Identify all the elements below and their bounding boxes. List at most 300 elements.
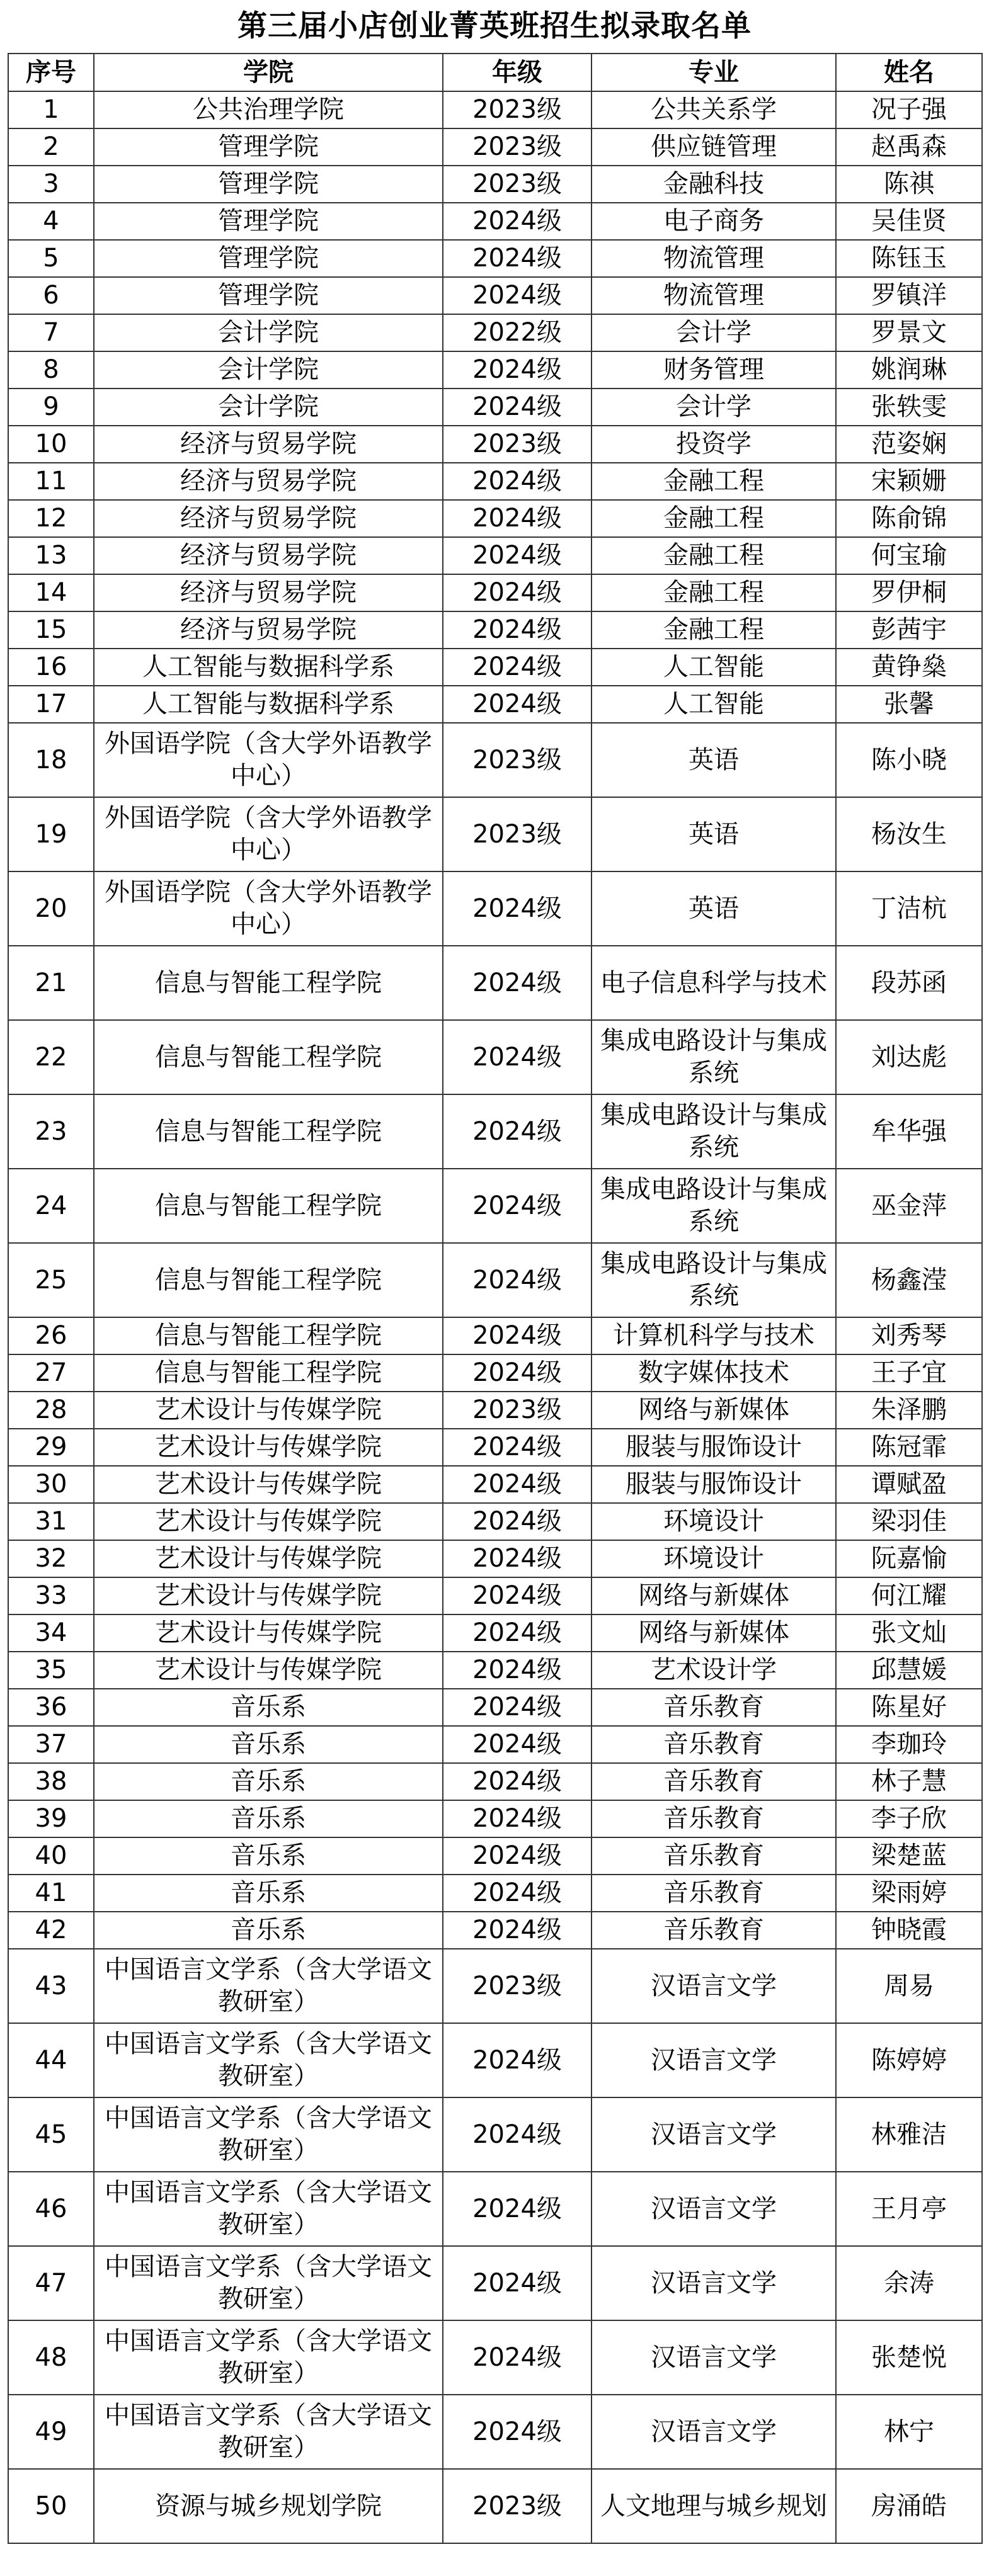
cell-no: 2 — [8, 128, 94, 166]
cell-grade: 2024级 — [443, 203, 592, 240]
cell-major: 汉语言文学 — [592, 2097, 836, 2172]
cell-college: 资源与城乡规划学院 — [94, 2469, 443, 2543]
cell-college: 经济与贸易学院 — [94, 537, 443, 574]
cell-major: 金融工程 — [592, 574, 836, 611]
cell-grade: 2024级 — [443, 537, 592, 574]
cell-grade: 2024级 — [443, 1020, 592, 1094]
cell-name: 刘达彪 — [836, 1020, 982, 1094]
cell-name: 何宝瑜 — [836, 537, 982, 574]
cell-no: 50 — [8, 2469, 94, 2543]
cell-college: 管理学院 — [94, 240, 443, 277]
table-row — [8, 1875, 982, 1912]
cell-grade: 2024级 — [443, 1726, 592, 1763]
cell-major: 人工智能 — [592, 686, 836, 723]
cell-major: 电子信息科学与技术 — [592, 946, 836, 1020]
cell-grade: 2023级 — [443, 1392, 592, 1429]
cell-major: 音乐教育 — [592, 1689, 836, 1726]
table-row — [8, 1317, 982, 1354]
cell-no: 9 — [8, 389, 94, 426]
cell-grade: 2024级 — [443, 871, 592, 946]
cell-college: 会计学院 — [94, 389, 443, 426]
cell-name: 姚润琳 — [836, 351, 982, 389]
cell-major: 环境设计 — [592, 1540, 836, 1577]
table-row — [8, 2395, 982, 2469]
cell-college: 会计学院 — [94, 351, 443, 389]
table-row — [8, 240, 982, 277]
table-row — [8, 537, 982, 574]
cell-name: 房涌皓 — [836, 2469, 982, 2543]
cell-grade: 2024级 — [443, 1429, 592, 1466]
cell-no: 26 — [8, 1317, 94, 1354]
cell-name: 张文灿 — [836, 1614, 982, 1652]
cell-name: 吴佳贤 — [836, 203, 982, 240]
cell-name: 余涛 — [836, 2246, 982, 2320]
cell-no: 41 — [8, 1875, 94, 1912]
cell-major: 汉语言文学 — [592, 2246, 836, 2320]
cell-grade: 2024级 — [443, 574, 592, 611]
cell-no: 17 — [8, 686, 94, 723]
cell-name: 赵禹森 — [836, 128, 982, 166]
cell-major: 金融科技 — [592, 166, 836, 203]
cell-major: 网络与新媒体 — [592, 1614, 836, 1652]
cell-major: 电子商务 — [592, 203, 836, 240]
cell-no: 22 — [8, 1020, 94, 1094]
cell-no: 31 — [8, 1503, 94, 1540]
cell-college: 会计学院 — [94, 314, 443, 351]
cell-name: 钟晓霞 — [836, 1912, 982, 1949]
cell-grade: 2024级 — [443, 2246, 592, 2320]
cell-college: 经济与贸易学院 — [94, 574, 443, 611]
cell-major: 英语 — [592, 871, 836, 946]
cell-name: 林雅洁 — [836, 2097, 982, 2172]
cell-grade: 2024级 — [443, 463, 592, 500]
cell-no: 13 — [8, 537, 94, 574]
cell-college: 音乐系 — [94, 1875, 443, 1912]
cell-grade: 2024级 — [443, 1837, 592, 1875]
cell-name: 彭茜宇 — [836, 611, 982, 649]
cell-no: 21 — [8, 946, 94, 1020]
cell-college: 信息与智能工程学院 — [94, 1243, 443, 1317]
cell-no: 15 — [8, 611, 94, 649]
table-row — [8, 1837, 982, 1875]
cell-college: 人工智能与数据科学系 — [94, 686, 443, 723]
cell-major: 环境设计 — [592, 1503, 836, 1540]
cell-no: 5 — [8, 240, 94, 277]
cell-name: 阮嘉愉 — [836, 1540, 982, 1577]
cell-grade: 2024级 — [443, 240, 592, 277]
table-row — [8, 1726, 982, 1763]
cell-grade: 2024级 — [443, 1689, 592, 1726]
cell-grade: 2023级 — [443, 797, 592, 871]
cell-no: 34 — [8, 1614, 94, 1652]
cell-name: 梁雨婷 — [836, 1875, 982, 1912]
cell-grade: 2024级 — [443, 351, 592, 389]
cell-grade: 2023级 — [443, 1949, 592, 2023]
cell-grade: 2023级 — [443, 91, 592, 128]
cell-no: 37 — [8, 1726, 94, 1763]
table-row — [8, 723, 982, 797]
cell-major: 汉语言文学 — [592, 2320, 836, 2395]
cell-no: 16 — [8, 649, 94, 686]
table-row — [8, 1912, 982, 1949]
cell-college: 经济与贸易学院 — [94, 611, 443, 649]
cell-name: 李珈玲 — [836, 1726, 982, 1763]
cell-no: 30 — [8, 1466, 94, 1503]
cell-grade: 2023级 — [443, 723, 592, 797]
cell-major: 公共关系学 — [592, 91, 836, 128]
table-row — [8, 351, 982, 389]
cell-college: 外国语学院（含大学外语教学中心） — [94, 871, 443, 946]
table-row — [8, 1094, 982, 1169]
cell-grade: 2024级 — [443, 500, 592, 537]
table-row — [8, 1540, 982, 1577]
table-row — [8, 314, 982, 351]
cell-college: 艺术设计与传媒学院 — [94, 1466, 443, 1503]
cell-grade: 2024级 — [443, 277, 592, 314]
cell-college: 信息与智能工程学院 — [94, 1169, 443, 1243]
header-grade: 年级 — [443, 54, 592, 91]
cell-college: 人工智能与数据科学系 — [94, 649, 443, 686]
cell-name: 陈祺 — [836, 166, 982, 203]
cell-major: 计算机科学与技术 — [592, 1317, 836, 1354]
table-row — [8, 1243, 982, 1317]
cell-grade: 2024级 — [443, 1652, 592, 1689]
cell-grade: 2022级 — [443, 314, 592, 351]
table-row — [8, 500, 982, 537]
cell-no: 47 — [8, 2246, 94, 2320]
cell-major: 网络与新媒体 — [592, 1577, 836, 1614]
cell-college: 音乐系 — [94, 1837, 443, 1875]
cell-name: 宋颖姗 — [836, 463, 982, 500]
cell-name: 李子欣 — [836, 1800, 982, 1837]
cell-name: 陈星好 — [836, 1689, 982, 1726]
cell-grade: 2024级 — [443, 1540, 592, 1577]
cell-name: 周易 — [836, 1949, 982, 2023]
table-body — [8, 91, 982, 2543]
cell-college: 艺术设计与传媒学院 — [94, 1652, 443, 1689]
cell-name: 朱泽鹏 — [836, 1392, 982, 1429]
cell-name: 刘秀琴 — [836, 1317, 982, 1354]
cell-name: 段苏函 — [836, 946, 982, 1020]
cell-college: 艺术设计与传媒学院 — [94, 1503, 443, 1540]
table-row — [8, 871, 982, 946]
cell-major: 集成电路设计与集成系统 — [592, 1169, 836, 1243]
cell-name: 张馨 — [836, 686, 982, 723]
header-name: 姓名 — [836, 54, 982, 91]
cell-grade: 2024级 — [443, 1094, 592, 1169]
cell-name: 杨鑫滢 — [836, 1243, 982, 1317]
cell-grade: 2023级 — [443, 166, 592, 203]
cell-no: 29 — [8, 1429, 94, 1466]
cell-no: 7 — [8, 314, 94, 351]
table-row — [8, 946, 982, 1020]
table-header-row — [8, 54, 982, 91]
cell-major: 财务管理 — [592, 351, 836, 389]
cell-name: 梁羽佳 — [836, 1503, 982, 1540]
cell-college: 经济与贸易学院 — [94, 500, 443, 537]
cell-college: 音乐系 — [94, 1689, 443, 1726]
cell-college: 管理学院 — [94, 277, 443, 314]
table-row — [8, 1689, 982, 1726]
cell-no: 24 — [8, 1169, 94, 1243]
cell-college: 中国语言文学系（含大学语文教研室） — [94, 2246, 443, 2320]
cell-major: 音乐教育 — [592, 1837, 836, 1875]
cell-name: 何江耀 — [836, 1577, 982, 1614]
cell-major: 集成电路设计与集成系统 — [592, 1094, 836, 1169]
table-row — [8, 1429, 982, 1466]
cell-name: 梁楚蓝 — [836, 1837, 982, 1875]
table-row — [8, 1020, 982, 1094]
table-row — [8, 2320, 982, 2395]
cell-grade: 2024级 — [443, 2023, 592, 2097]
cell-college: 艺术设计与传媒学院 — [94, 1392, 443, 1429]
cell-major: 网络与新媒体 — [592, 1392, 836, 1429]
table-row — [8, 1652, 982, 1689]
cell-no: 1 — [8, 91, 94, 128]
cell-grade: 2024级 — [443, 389, 592, 426]
cell-no: 35 — [8, 1652, 94, 1689]
cell-no: 6 — [8, 277, 94, 314]
table-row — [8, 1949, 982, 2023]
cell-major: 服装与服饰设计 — [592, 1429, 836, 1466]
cell-college: 中国语言文学系（含大学语文教研室） — [94, 2023, 443, 2097]
cell-major: 音乐教育 — [592, 1726, 836, 1763]
cell-name: 林子慧 — [836, 1763, 982, 1800]
cell-name: 黄铮燊 — [836, 649, 982, 686]
cell-no: 12 — [8, 500, 94, 537]
table-row — [8, 1392, 982, 1429]
cell-college: 信息与智能工程学院 — [94, 1354, 443, 1392]
cell-name: 况子强 — [836, 91, 982, 128]
cell-name: 陈小晓 — [836, 723, 982, 797]
cell-major: 汉语言文学 — [592, 1949, 836, 2023]
cell-grade: 2023级 — [443, 426, 592, 463]
cell-no: 33 — [8, 1577, 94, 1614]
cell-major: 集成电路设计与集成系统 — [592, 1243, 836, 1317]
cell-name: 王子宜 — [836, 1354, 982, 1392]
cell-name: 林宁 — [836, 2395, 982, 2469]
cell-grade: 2024级 — [443, 1503, 592, 1540]
page-title: 第三届小店创业菁英班招生拟录取名单 — [237, 9, 752, 43]
cell-no: 19 — [8, 797, 94, 871]
cell-college: 信息与智能工程学院 — [94, 1020, 443, 1094]
cell-college: 中国语言文学系（含大学语文教研室） — [94, 2097, 443, 2172]
cell-college: 信息与智能工程学院 — [94, 1094, 443, 1169]
cell-grade: 2024级 — [443, 2097, 592, 2172]
cell-grade: 2024级 — [443, 611, 592, 649]
cell-college: 公共治理学院 — [94, 91, 443, 128]
header-college: 学院 — [94, 54, 443, 91]
cell-name: 罗景文 — [836, 314, 982, 351]
table-row — [8, 203, 982, 240]
table-row — [8, 1354, 982, 1392]
cell-grade: 2024级 — [443, 1466, 592, 1503]
cell-major: 金融工程 — [592, 611, 836, 649]
cell-name: 陈婷婷 — [836, 2023, 982, 2097]
cell-grade: 2024级 — [443, 2172, 592, 2246]
cell-major: 物流管理 — [592, 277, 836, 314]
cell-name: 王月亭 — [836, 2172, 982, 2246]
cell-college: 中国语言文学系（含大学语文教研室） — [94, 2395, 443, 2469]
cell-major: 会计学 — [592, 314, 836, 351]
cell-no: 11 — [8, 463, 94, 500]
cell-name: 张楚悦 — [836, 2320, 982, 2395]
cell-no: 32 — [8, 1540, 94, 1577]
cell-major: 人工智能 — [592, 649, 836, 686]
cell-name: 陈俞锦 — [836, 500, 982, 537]
cell-college: 艺术设计与传媒学院 — [94, 1577, 443, 1614]
cell-major: 金融工程 — [592, 463, 836, 500]
table-row — [8, 426, 982, 463]
table-row — [8, 166, 982, 203]
table-row — [8, 463, 982, 500]
cell-no: 46 — [8, 2172, 94, 2246]
cell-major: 数字媒体技术 — [592, 1354, 836, 1392]
cell-major: 会计学 — [592, 389, 836, 426]
table-row — [8, 1503, 982, 1540]
table-row — [8, 686, 982, 723]
cell-name: 邱慧媛 — [836, 1652, 982, 1689]
cell-grade: 2024级 — [443, 1354, 592, 1392]
table-row — [8, 2172, 982, 2246]
table-row — [8, 2246, 982, 2320]
cell-major: 物流管理 — [592, 240, 836, 277]
cell-no: 20 — [8, 871, 94, 946]
cell-college: 外国语学院（含大学外语教学中心） — [94, 723, 443, 797]
cell-major: 英语 — [592, 723, 836, 797]
table-row — [8, 1466, 982, 1503]
cell-no: 23 — [8, 1094, 94, 1169]
cell-college: 音乐系 — [94, 1763, 443, 1800]
cell-no: 28 — [8, 1392, 94, 1429]
cell-grade: 2024级 — [443, 2320, 592, 2395]
cell-grade: 2024级 — [443, 1169, 592, 1243]
cell-name: 巫金萍 — [836, 1169, 982, 1243]
cell-grade: 2024级 — [443, 1875, 592, 1912]
table-row — [8, 797, 982, 871]
cell-name: 谭赋盈 — [836, 1466, 982, 1503]
cell-major: 英语 — [592, 797, 836, 871]
table-row — [8, 2469, 982, 2543]
cell-grade: 2024级 — [443, 1317, 592, 1354]
cell-college: 管理学院 — [94, 128, 443, 166]
cell-grade: 2024级 — [443, 1912, 592, 1949]
cell-college: 信息与智能工程学院 — [94, 946, 443, 1020]
table-row — [8, 649, 982, 686]
cell-college: 音乐系 — [94, 1912, 443, 1949]
cell-major: 汉语言文学 — [592, 2172, 836, 2246]
cell-major: 音乐教育 — [592, 1763, 836, 1800]
cell-grade: 2024级 — [443, 946, 592, 1020]
cell-college: 音乐系 — [94, 1726, 443, 1763]
cell-no: 44 — [8, 2023, 94, 2097]
table-row — [8, 2023, 982, 2097]
cell-no: 14 — [8, 574, 94, 611]
cell-college: 中国语言文学系（含大学语文教研室） — [94, 1949, 443, 2023]
table-row — [8, 611, 982, 649]
cell-college: 音乐系 — [94, 1800, 443, 1837]
cell-major: 人文地理与城乡规划 — [592, 2469, 836, 2543]
cell-major: 汉语言文学 — [592, 2395, 836, 2469]
cell-grade: 2023级 — [443, 2469, 592, 2543]
cell-no: 42 — [8, 1912, 94, 1949]
cell-college: 艺术设计与传媒学院 — [94, 1614, 443, 1652]
cell-major: 汉语言文学 — [592, 2023, 836, 2097]
cell-grade: 2024级 — [443, 686, 592, 723]
cell-no: 25 — [8, 1243, 94, 1317]
cell-no: 45 — [8, 2097, 94, 2172]
cell-name: 杨汝生 — [836, 797, 982, 871]
cell-no: 4 — [8, 203, 94, 240]
cell-name: 罗镇洋 — [836, 277, 982, 314]
table-row — [8, 277, 982, 314]
cell-name: 陈钰玉 — [836, 240, 982, 277]
cell-college: 外国语学院（含大学外语教学中心） — [94, 797, 443, 871]
cell-grade: 2024级 — [443, 1763, 592, 1800]
table-row — [8, 1577, 982, 1614]
cell-no: 49 — [8, 2395, 94, 2469]
cell-major: 音乐教育 — [592, 1875, 836, 1912]
cell-grade: 2024级 — [443, 2395, 592, 2469]
cell-major: 服装与服饰设计 — [592, 1466, 836, 1503]
cell-major: 供应链管理 — [592, 128, 836, 166]
cell-college: 信息与智能工程学院 — [94, 1317, 443, 1354]
table-row — [8, 1763, 982, 1800]
cell-grade: 2024级 — [443, 1577, 592, 1614]
table-row — [8, 91, 982, 128]
cell-name: 牟华强 — [836, 1094, 982, 1169]
cell-college: 经济与贸易学院 — [94, 463, 443, 500]
cell-major: 金融工程 — [592, 537, 836, 574]
cell-college: 中国语言文学系（含大学语文教研室） — [94, 2172, 443, 2246]
header-major: 专业 — [592, 54, 836, 91]
table-row — [8, 128, 982, 166]
cell-college: 经济与贸易学院 — [94, 426, 443, 463]
cell-grade: 2024级 — [443, 1243, 592, 1317]
table-row — [8, 574, 982, 611]
cell-major: 投资学 — [592, 426, 836, 463]
cell-no: 38 — [8, 1763, 94, 1800]
admission-table — [8, 53, 983, 2544]
cell-college: 艺术设计与传媒学院 — [94, 1429, 443, 1466]
cell-major: 集成电路设计与集成系统 — [592, 1020, 836, 1094]
table-row — [8, 2097, 982, 2172]
table-row — [8, 1614, 982, 1652]
cell-major: 金融工程 — [592, 500, 836, 537]
cell-grade: 2024级 — [443, 1614, 592, 1652]
cell-no: 36 — [8, 1689, 94, 1726]
cell-name: 范姿娴 — [836, 426, 982, 463]
cell-no: 8 — [8, 351, 94, 389]
cell-grade: 2023级 — [443, 128, 592, 166]
cell-no: 3 — [8, 166, 94, 203]
cell-grade: 2024级 — [443, 649, 592, 686]
cell-no: 39 — [8, 1800, 94, 1837]
cell-name: 张轶雯 — [836, 389, 982, 426]
cell-major: 艺术设计学 — [592, 1652, 836, 1689]
cell-no: 48 — [8, 2320, 94, 2395]
cell-no: 10 — [8, 426, 94, 463]
cell-no: 18 — [8, 723, 94, 797]
cell-college: 艺术设计与传媒学院 — [94, 1540, 443, 1577]
cell-name: 罗伊桐 — [836, 574, 982, 611]
cell-college: 管理学院 — [94, 166, 443, 203]
cell-no: 27 — [8, 1354, 94, 1392]
cell-college: 中国语言文学系（含大学语文教研室） — [94, 2320, 443, 2395]
cell-major: 音乐教育 — [592, 1912, 836, 1949]
cell-college: 管理学院 — [94, 203, 443, 240]
cell-major: 音乐教育 — [592, 1800, 836, 1837]
